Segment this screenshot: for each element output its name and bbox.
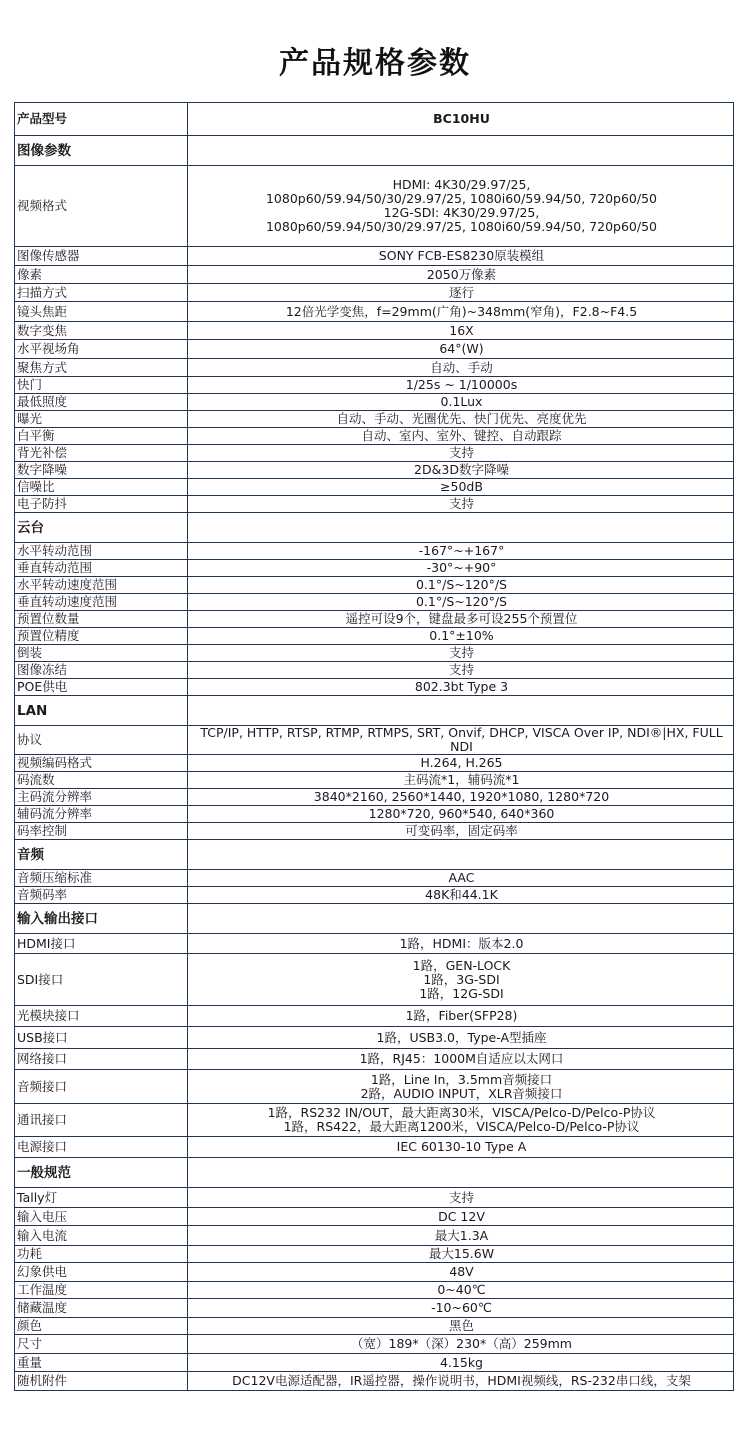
spec-label: 音频码率: [15, 887, 188, 904]
spec-label: HDMI接口: [15, 934, 188, 954]
spec-value: 支持: [188, 1188, 734, 1208]
spec-row: [15, 679, 734, 696]
spec-value: DC 12V: [188, 1208, 734, 1226]
spec-label: SDI接口: [15, 954, 188, 1006]
spec-value: 0.1°/S~120°/S: [188, 577, 734, 594]
spec-row: [15, 594, 734, 611]
spec-value: 16X: [188, 322, 734, 340]
spec-value: 1路，RJ45：1000M自适应以太网口: [188, 1049, 734, 1070]
spec-table: [14, 102, 734, 1391]
spec-label: Tally灯: [15, 1188, 188, 1208]
spec-label: 功耗: [15, 1246, 188, 1263]
spec-table-body: [15, 103, 734, 1391]
spec-label: 扫描方式: [15, 284, 188, 302]
spec-value: 3840*2160, 2560*1440, 1920*1080, 1280*720: [188, 789, 734, 806]
spec-label: 水平视场角: [15, 340, 188, 359]
spec-row: [15, 428, 734, 445]
spec-row: [15, 322, 734, 340]
spec-row: [15, 577, 734, 594]
spec-value: 0.1Lux: [188, 394, 734, 411]
section-empty-cell: [188, 1158, 734, 1188]
spec-value: 遥控可设9个，键盘最多可设255个预置位: [188, 611, 734, 628]
spec-row: [15, 359, 734, 377]
spec-value: 12倍光学变焦，f=29mm(广角)~348mm(窄角)，F2.8~F4.5: [188, 302, 734, 322]
spec-value: 1路，USB3.0，Type-A型插座: [188, 1027, 734, 1049]
spec-row: [15, 823, 734, 840]
spec-label: 水平转动范围: [15, 543, 188, 560]
spec-label: 辅码流分辨率: [15, 806, 188, 823]
spec-value: 可变码率，固定码率: [188, 823, 734, 840]
spec-row: [15, 1104, 734, 1137]
spec-label: 聚焦方式: [15, 359, 188, 377]
spec-label: 电子防抖: [15, 496, 188, 513]
spec-row: [15, 247, 734, 266]
spec-label: 视频格式: [15, 166, 188, 247]
spec-label: 码率控制: [15, 823, 188, 840]
spec-row: [15, 1208, 734, 1226]
page-title: 产品规格参数: [279, 46, 471, 81]
spec-row: [15, 628, 734, 645]
spec-row: [15, 394, 734, 411]
spec-value: 0.1°/S~120°/S: [188, 594, 734, 611]
spec-row: [15, 726, 734, 755]
spec-label: 电源接口: [15, 1137, 188, 1158]
spec-label: 快门: [15, 377, 188, 394]
spec-row: [15, 1006, 734, 1027]
spec-label: 主码流分辨率: [15, 789, 188, 806]
spec-label: 最低照度: [15, 394, 188, 411]
spec-row: [15, 411, 734, 428]
spec-label: 数字变焦: [15, 322, 188, 340]
spec-label: 信噪比: [15, 479, 188, 496]
spec-label: 预置位数量: [15, 611, 188, 628]
spec-row: [15, 543, 734, 560]
spec-row: [15, 772, 734, 789]
spec-value: 最大15.6W: [188, 1246, 734, 1263]
section-title: 图像参数: [15, 136, 188, 166]
spec-row: [15, 662, 734, 679]
spec-value: 支持: [188, 662, 734, 679]
spec-value: 1/25s ~ 1/10000s: [188, 377, 734, 394]
spec-value: HDMI: 4K30/29.97/25, 1080p60/59.94/50/30/29.97/25, 1080i60/59.94/50, 720p60/50 12G-SDI: 4K30/29.97/25, 1080p60/59.94/50/30/29.97/25, 1080i60/59.94/50, 720p60/50: [188, 166, 734, 247]
spec-value: 支持: [188, 496, 734, 513]
spec-value: -10~60℃: [188, 1299, 734, 1318]
spec-value: BC10HU: [188, 103, 734, 136]
spec-value: 0~40℃: [188, 1282, 734, 1299]
model-row: [15, 103, 734, 136]
spec-value: 自动、手动: [188, 359, 734, 377]
spec-value: 64°(W): [188, 340, 734, 359]
spec-row: [15, 1299, 734, 1318]
section-title: 音频: [15, 840, 188, 870]
spec-value: 1路，GEN-LOCK 1路，3G-SDI 1路，12G-SDI: [188, 954, 734, 1006]
spec-label: 视频编码格式: [15, 755, 188, 772]
spec-row: [15, 1137, 734, 1158]
spec-label: 码流数: [15, 772, 188, 789]
spec-label: 水平转动速度范围: [15, 577, 188, 594]
spec-value: 支持: [188, 645, 734, 662]
spec-value: ≥50dB: [188, 479, 734, 496]
spec-row: [15, 1354, 734, 1372]
spec-value: AAC: [188, 870, 734, 887]
spec-value: 48K和44.1K: [188, 887, 734, 904]
spec-label: 垂直转动范围: [15, 560, 188, 577]
spec-row: [15, 887, 734, 904]
section-title: LAN: [15, 696, 188, 726]
spec-label: 倒装: [15, 645, 188, 662]
section-empty-cell: [188, 136, 734, 166]
section-header-row: [15, 840, 734, 870]
spec-row: [15, 806, 734, 823]
spec-row: [15, 496, 734, 513]
spec-row: [15, 611, 734, 628]
spec-row: [15, 870, 734, 887]
spec-label: 图像冻结: [15, 662, 188, 679]
section-header-row: [15, 1158, 734, 1188]
spec-value: 1路，RS232 IN/OUT，最大距离30米，VISCA/Pelco-D/Pelco-P协议 1路，RS422，最大距离1200米，VISCA/Pelco-D/Pelco-P协议: [188, 1104, 734, 1137]
spec-label: 镜头焦距: [15, 302, 188, 322]
section-header-row: [15, 904, 734, 934]
spec-label: 白平衡: [15, 428, 188, 445]
section-header-row: [15, 136, 734, 166]
spec-label: 曝光: [15, 411, 188, 428]
spec-row: [15, 445, 734, 462]
spec-value: H.264, H.265: [188, 755, 734, 772]
spec-label: 光模块接口: [15, 1006, 188, 1027]
spec-row: [15, 266, 734, 284]
spec-value: 0.1°±10%: [188, 628, 734, 645]
spec-row: [15, 1318, 734, 1335]
spec-row: [15, 302, 734, 322]
spec-label: 音频接口: [15, 1070, 188, 1104]
spec-label: 数字降噪: [15, 462, 188, 479]
spec-row: [15, 284, 734, 302]
spec-row: [15, 934, 734, 954]
spec-row: [15, 166, 734, 247]
spec-label: 背光补偿: [15, 445, 188, 462]
spec-row: [15, 1049, 734, 1070]
spec-row: [15, 1070, 734, 1104]
spec-label: 随机附件: [15, 1372, 188, 1391]
spec-row: [15, 377, 734, 394]
spec-label: 尺寸: [15, 1335, 188, 1354]
spec-label: 工作温度: [15, 1282, 188, 1299]
spec-value: 1280*720, 960*540, 640*360: [188, 806, 734, 823]
section-header-row: [15, 696, 734, 726]
spec-label: 输入电流: [15, 1226, 188, 1246]
spec-value: 1路，Fiber(SFP28): [188, 1006, 734, 1027]
spec-row: [15, 1282, 734, 1299]
spec-row: [15, 462, 734, 479]
spec-value: 802.3bt Type 3: [188, 679, 734, 696]
spec-label: 预置位精度: [15, 628, 188, 645]
section-empty-cell: [188, 513, 734, 543]
spec-value: 2050万像素: [188, 266, 734, 284]
spec-value: 1路，HDMI：版本2.0: [188, 934, 734, 954]
spec-row: [15, 1226, 734, 1246]
spec-row: [15, 1188, 734, 1208]
spec-label: 颜色: [15, 1318, 188, 1335]
spec-row: [15, 1335, 734, 1354]
spec-value: 逐行: [188, 284, 734, 302]
spec-value: 支持: [188, 445, 734, 462]
spec-value: 主码流*1，辅码流*1: [188, 772, 734, 789]
spec-label: USB接口: [15, 1027, 188, 1049]
spec-row: [15, 755, 734, 772]
spec-label: 协议: [15, 726, 188, 755]
spec-value: 2D&3D数字降噪: [188, 462, 734, 479]
spec-value: 自动、室内、室外、键控、自动跟踪: [188, 428, 734, 445]
spec-value: 1路，Line In，3.5mm音频接口 2路，AUDIO INPUT，XLR音频接口: [188, 1070, 734, 1104]
spec-label: 幻象供电: [15, 1263, 188, 1282]
spec-value: TCP/IP, HTTP, RTSP, RTMP, RTMPS, SRT, Onvif, DHCP, VISCA Over IP, NDI®|HX, FULL NDI: [188, 726, 734, 755]
spec-label: 输入电压: [15, 1208, 188, 1226]
spec-value: 自动、手动、光圈优先、快门优先、亮度优先: [188, 411, 734, 428]
spec-row: [15, 1372, 734, 1391]
spec-row: [15, 954, 734, 1006]
spec-row: [15, 645, 734, 662]
spec-row: [15, 479, 734, 496]
spec-label: 产品型号: [15, 103, 188, 136]
section-title: 输入输出接口: [15, 904, 188, 934]
spec-value: SONY FCB-ES8230原装模组: [188, 247, 734, 266]
spec-row: [15, 789, 734, 806]
spec-value: （宽）189*（深）230*（高）259mm: [188, 1335, 734, 1354]
spec-value: DC12V电源适配器，IR遥控器，操作说明书，HDMI视频线，RS-232串口线，支架: [188, 1372, 734, 1391]
section-empty-cell: [188, 904, 734, 934]
spec-row: [15, 1246, 734, 1263]
spec-label: 像素: [15, 266, 188, 284]
spec-value: 4.15kg: [188, 1354, 734, 1372]
section-title: 云台: [15, 513, 188, 543]
spec-label: 音频压缩标准: [15, 870, 188, 887]
spec-value: 48V: [188, 1263, 734, 1282]
section-empty-cell: [188, 696, 734, 726]
section-empty-cell: [188, 840, 734, 870]
spec-label: 网络接口: [15, 1049, 188, 1070]
section-header-row: [15, 513, 734, 543]
spec-label: 通讯接口: [15, 1104, 188, 1137]
spec-value: -30°~+90°: [188, 560, 734, 577]
spec-row: [15, 340, 734, 359]
spec-row: [15, 560, 734, 577]
spec-row: [15, 1027, 734, 1049]
spec-value: 最大1.3A: [188, 1226, 734, 1246]
spec-value: IEC 60130-10 Type A: [188, 1137, 734, 1158]
section-title: 一般规范: [15, 1158, 188, 1188]
spec-value: -167°~+167°: [188, 543, 734, 560]
spec-label: 图像传感器: [15, 247, 188, 266]
spec-value: 黑色: [188, 1318, 734, 1335]
spec-row: [15, 1263, 734, 1282]
spec-label: 重量: [15, 1354, 188, 1372]
spec-label: 储藏温度: [15, 1299, 188, 1318]
spec-label: 垂直转动速度范围: [15, 594, 188, 611]
spec-label: POE供电: [15, 679, 188, 696]
